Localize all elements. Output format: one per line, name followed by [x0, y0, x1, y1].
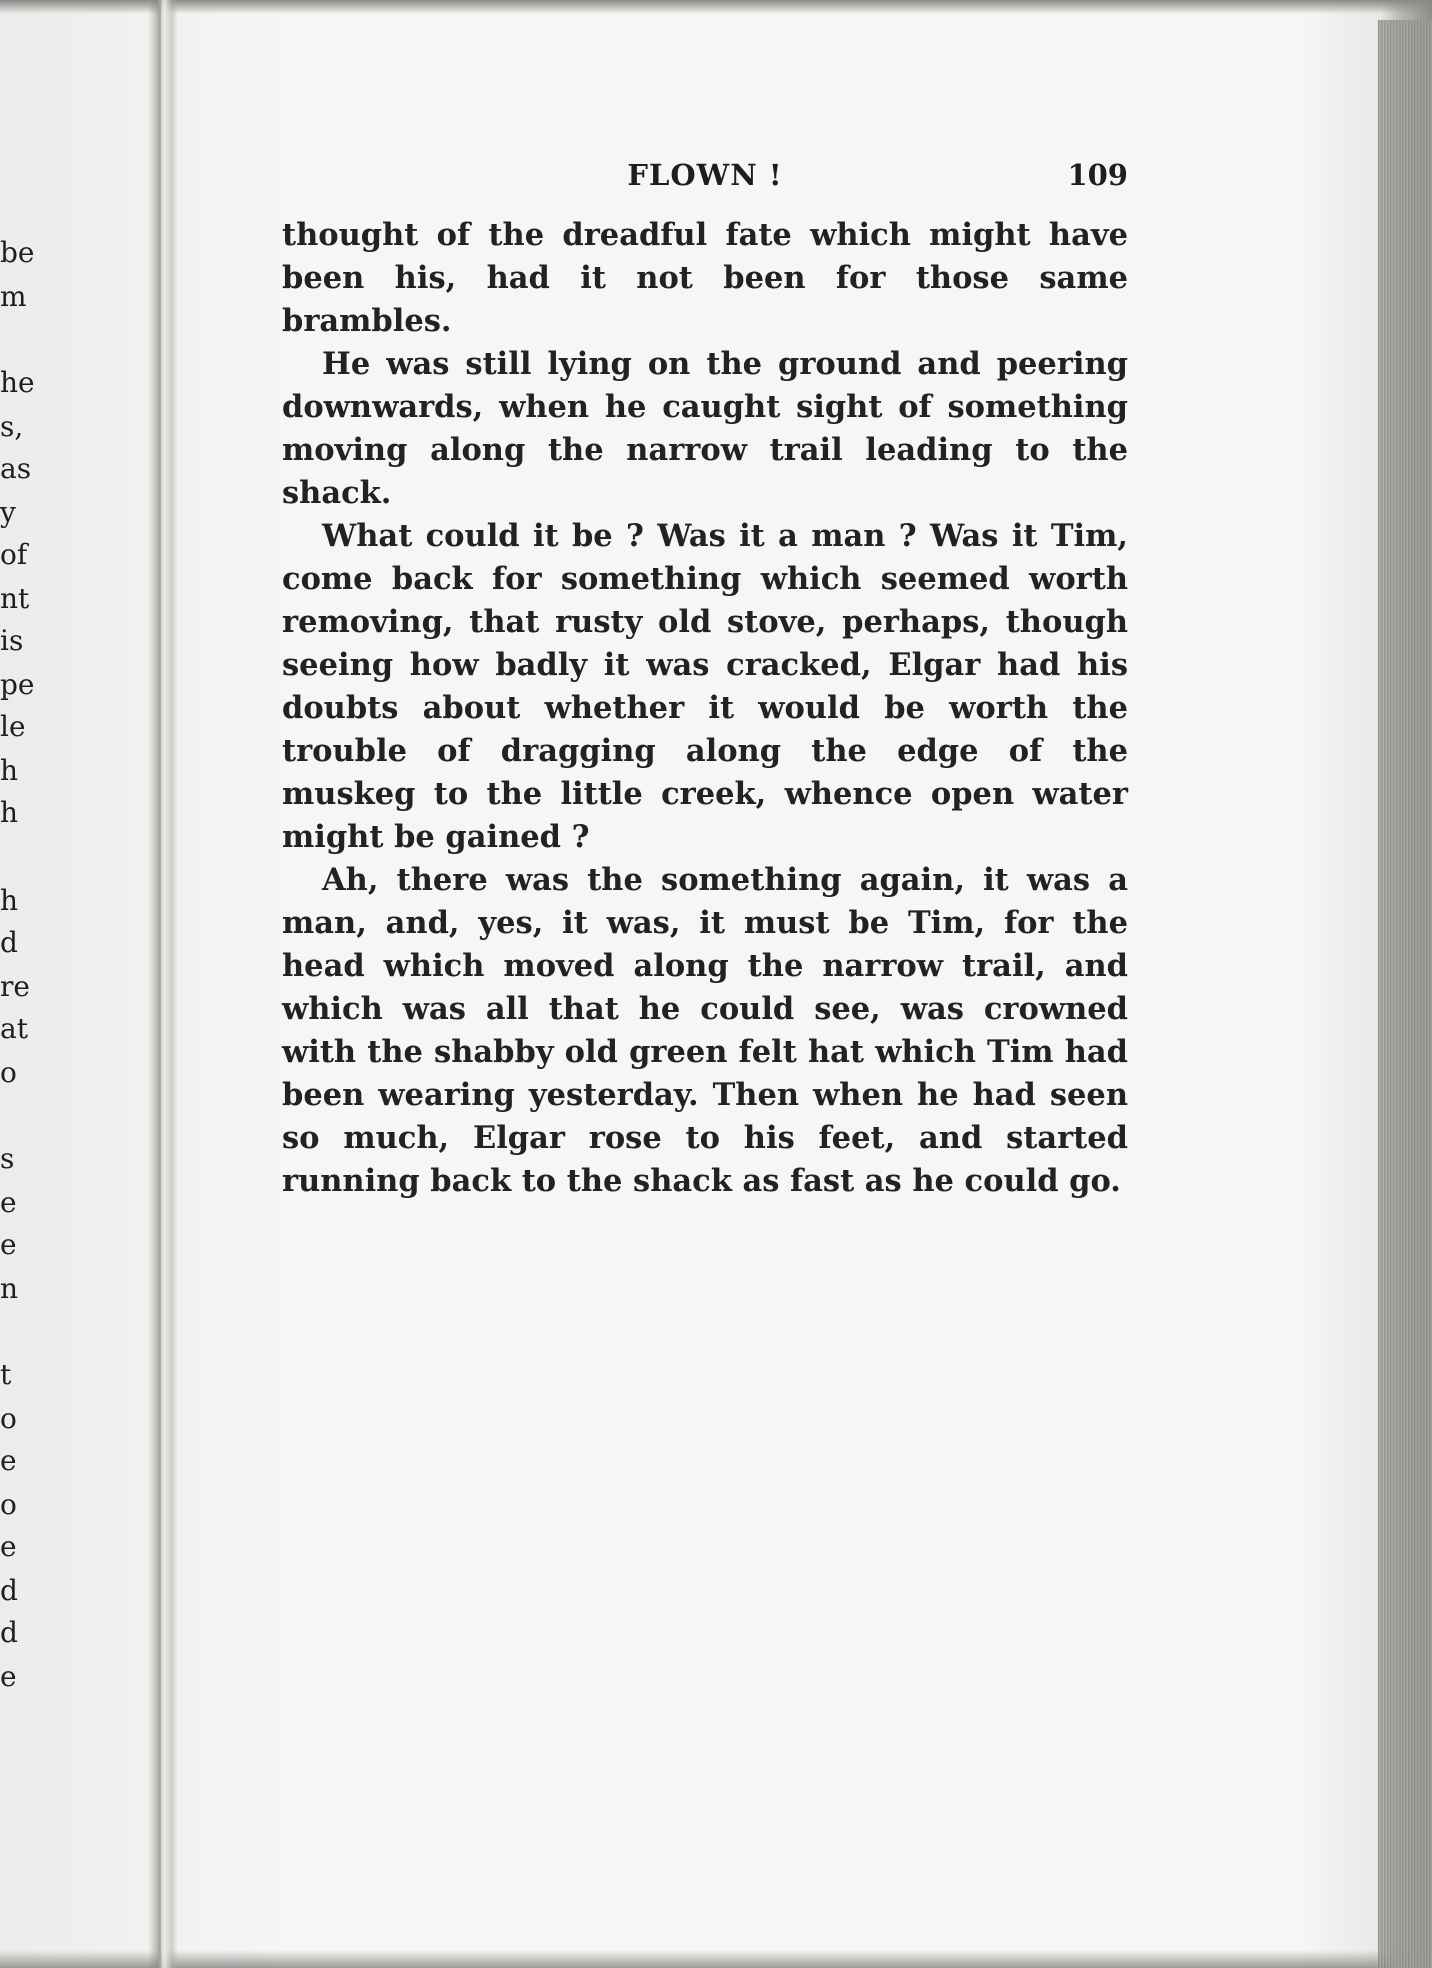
page-block-edge [1378, 20, 1432, 1968]
fragment: o [0, 1488, 17, 1521]
fragment: re [0, 970, 30, 1003]
fragment: e [0, 1530, 17, 1563]
fragment: nt [0, 582, 30, 615]
binding-thread [158, 0, 161, 1968]
fragment: m [0, 280, 27, 313]
fragment: d [0, 1574, 18, 1607]
fragment: of [0, 538, 28, 571]
chapter-title: FLOWN ! [627, 158, 783, 192]
page-number: 109 [1067, 158, 1128, 192]
fragment: is [0, 624, 24, 657]
fragment: be [0, 236, 35, 269]
fragment: h [0, 796, 19, 829]
fragment: pe [0, 668, 35, 701]
fragment: y [0, 496, 16, 529]
fragment: d [0, 926, 18, 959]
fragment: le [0, 710, 26, 743]
fragment: at [0, 1012, 28, 1045]
fragment: s, [0, 410, 24, 443]
paragraph: thought of the dreadful fate which might have been his, had it not been for those same brambles. [282, 217, 1128, 339]
fragment: e [0, 1228, 17, 1261]
top-edge-shadow [0, 0, 1432, 14]
fragment: o [0, 1402, 17, 1435]
fragment: n [0, 1272, 19, 1305]
paragraph: What could it be ? Was it a man ? Was it Tim, come back for something which seemed worth removing, that rusty old stove, perhaps, though seeing how badly it was cracked, Elgar had his doubts about whether it would be worth the trouble of dragging along the edge of the muskeg to the little creek, whence open water might be gained ? [282, 518, 1128, 855]
fragment: e [0, 1186, 17, 1219]
page-body [282, 214, 1128, 1203]
fragment: h [0, 884, 19, 917]
paragraph: He was still lying on the ground and peering downwards, when he caught sight of something moving along the narrow trail leading to the shack. [282, 346, 1128, 511]
fragment: t [0, 1358, 12, 1391]
facing-page-text-fragments [0, 0, 40, 1968]
fragment: h [0, 754, 19, 787]
fragment: o [0, 1056, 17, 1089]
paragraph: Ah, there was the something again, it was a man, and, yes, it was, it must be Tim, for the head which moved along the narrow trail, and which was all that he could see, was crowned with the shabby old green felt hat which Tim had been wearing yesterday. Then when he had seen so much, Elgar rose to his feet, and started running back to the shack as fast as he could go. [282, 862, 1128, 1199]
fragment: he [0, 366, 35, 399]
running-head [282, 158, 1128, 198]
book-gutter [148, 0, 178, 1968]
fragment: as [0, 452, 32, 485]
bottom-edge-shadow [0, 1950, 1432, 1968]
fragment: e [0, 1660, 17, 1693]
fragment: e [0, 1444, 17, 1477]
fragment: s [0, 1142, 15, 1175]
fragment: d [0, 1616, 18, 1649]
